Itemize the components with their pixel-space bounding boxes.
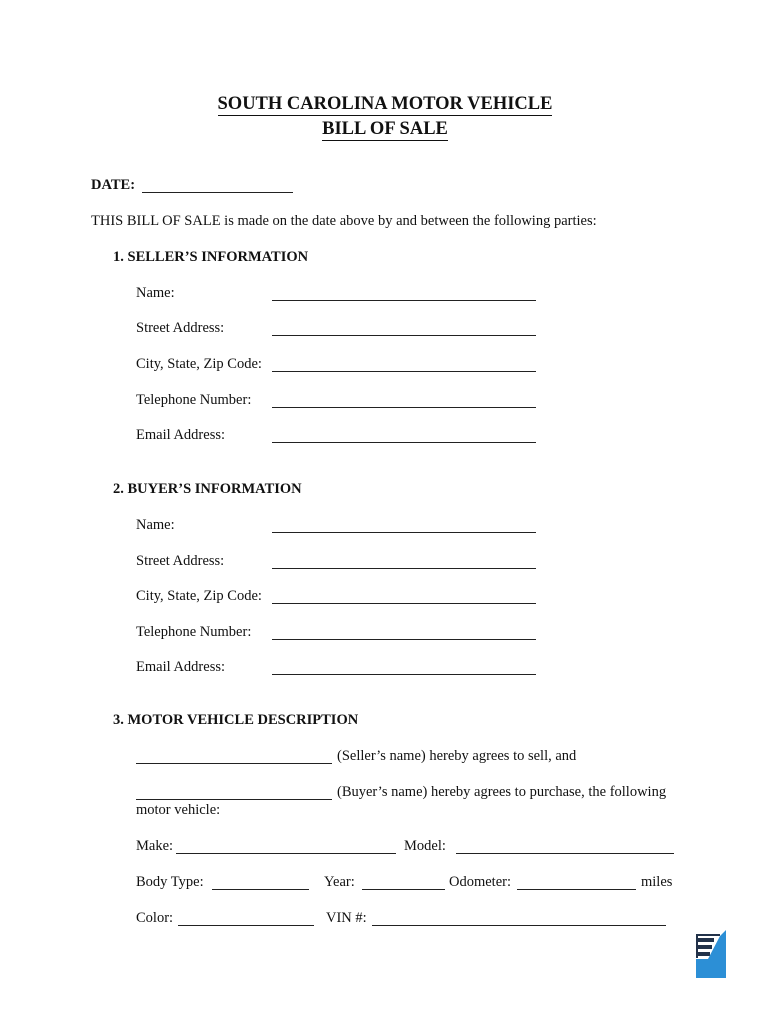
seller-heading: 1. SELLER’S INFORMATION [113, 249, 309, 265]
body-type-label: Body Type: [136, 874, 204, 890]
document-title [0, 94, 770, 115]
seller-phone-field[interactable] [272, 407, 536, 408]
seller-street-field[interactable] [272, 335, 536, 336]
seller-name-inline-field[interactable] [136, 763, 332, 764]
year-label: Year: [324, 874, 355, 890]
buyer-street-field[interactable] [272, 568, 536, 569]
buyer-email-field[interactable] [272, 674, 536, 675]
body-type-field[interactable] [212, 889, 309, 890]
vin-label: VIN #: [326, 910, 367, 926]
document-subtitle [0, 119, 770, 140]
title-line-2: BILL OF SALE [322, 119, 448, 139]
buyer-clause: (Buyer’s name) hereby agrees to purchase, the following [337, 784, 667, 800]
seller-email-field[interactable] [272, 442, 536, 443]
buyer-email-label: Email Address: [136, 659, 226, 675]
vehicle-heading: 3. MOTOR VEHICLE DESCRIPTION [113, 712, 359, 728]
intro-text: THIS BILL OF SALE is made on the date above by and between the following parties: [91, 213, 597, 229]
color-field[interactable] [178, 925, 314, 926]
model-label: Model: [404, 838, 446, 854]
seller-clause: (Seller’s name) hereby agrees to sell, and [337, 748, 577, 764]
seller-city-field[interactable] [272, 371, 536, 372]
seller-name-field[interactable] [272, 300, 536, 301]
buyer-city-field[interactable] [272, 603, 536, 604]
buyer-phone-label: Telephone Number: [136, 624, 252, 640]
seller-name-label: Name: [136, 285, 175, 301]
buyer-name-inline-field[interactable] [136, 799, 332, 800]
odometer-field[interactable] [517, 889, 636, 890]
buyer-clause-continued: motor vehicle: [136, 802, 221, 818]
vin-field[interactable] [372, 925, 666, 926]
make-label: Make: [136, 838, 174, 854]
make-field[interactable] [176, 853, 396, 854]
buyer-street-label: Street Address: [136, 553, 225, 569]
odometer-label: Odometer: [449, 874, 512, 890]
buyer-phone-field[interactable] [272, 639, 536, 640]
buyer-name-field[interactable] [272, 532, 536, 533]
seller-city-label: City, State, Zip Code: [136, 356, 262, 372]
title-line-1: SOUTH CAROLINA MOTOR VEHICLE [217, 94, 553, 114]
buyer-heading: 2. BUYER’S INFORMATION [113, 481, 302, 497]
color-label: Color: [136, 910, 174, 926]
seller-phone-label: Telephone Number: [136, 392, 252, 408]
document-logo-icon [694, 928, 728, 980]
seller-street-label: Street Address: [136, 320, 225, 336]
buyer-city-label: City, State, Zip Code: [136, 588, 262, 604]
date-label: DATE: [91, 177, 136, 193]
model-field[interactable] [456, 853, 674, 854]
buyer-name-label: Name: [136, 517, 175, 533]
year-field[interactable] [362, 889, 445, 890]
date-field[interactable] [142, 192, 293, 193]
miles-label: miles [641, 874, 673, 890]
seller-email-label: Email Address: [136, 427, 226, 443]
